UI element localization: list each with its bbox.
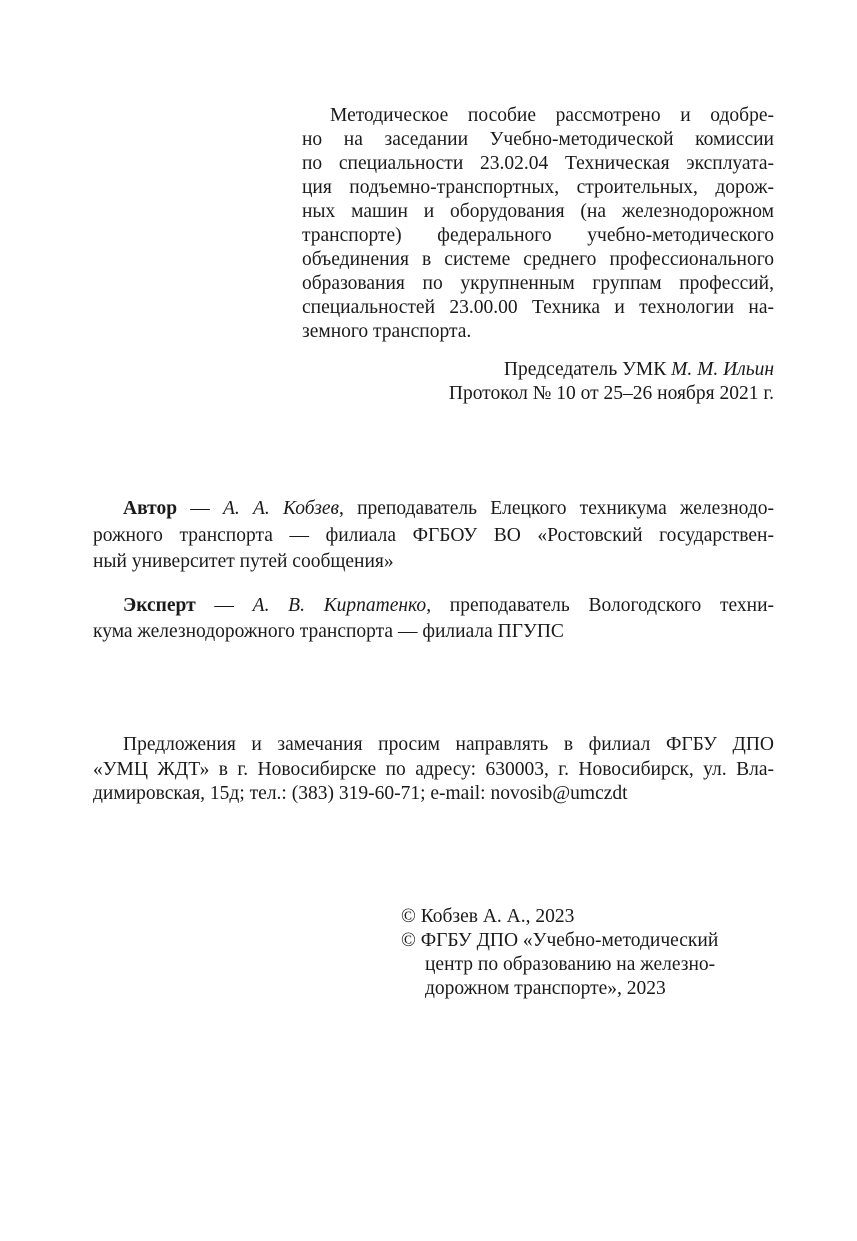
contacts-line: димировская, 15д; тел.: (383) 319-60-71; e-mail: novosib@umczdt (93, 783, 628, 804)
approval-line: объединения в системе среднего профессионального (302, 249, 774, 270)
chair-name: М. М. Ильин (671, 359, 774, 380)
expert-name: А. В. Кирпатенко (252, 595, 427, 616)
approval-line: Методическое пособие рассмотрено и одобре- (330, 105, 774, 126)
contacts-line: Предложения и замечания просим направлять в филиал ФГБУ ДПО (123, 734, 774, 755)
copyright-publisher-cont: дорожном транспорте», 2023 (425, 978, 666, 999)
expert-role: Эксперт (123, 595, 196, 616)
expert-position: , преподаватель Вологодского техни- (426, 595, 774, 616)
chair-label: Председатель УМК (503, 359, 667, 380)
author-role: Автор (123, 498, 178, 519)
expert-line-1 (123, 594, 774, 618)
approval-line: специальностей 23.00.00 Техника и технологии на- (302, 297, 774, 318)
author-line-2: рожного транспорта — филиала ФГБОУ ВО «Ростовский государствен- (93, 525, 774, 546)
protocol-line: Протокол № 10 от 25–26 ноября 2021 г. (448, 383, 774, 404)
approval-line: транспорте) федерального учебно-методического (302, 225, 774, 246)
approval-line: ных машин и оборудования (на железнодорожном (302, 201, 774, 222)
author-dash: — (177, 498, 223, 519)
approval-line: земного транспорта. (302, 321, 472, 342)
chair-line (300, 358, 774, 382)
author-line-1 (123, 497, 774, 521)
approval-line: образования по укрупненным группам профессий, (302, 273, 774, 294)
author-name: А. А. Кобзев (222, 498, 339, 519)
approval-line: по специальности 23.02.04 Техническая эксплуата- (302, 153, 774, 174)
copyright-publisher: © ФГБУ ДПО «Учебно-методический (401, 930, 719, 951)
contacts-line: «УМЦ ЖДТ» в г. Новосибирске по адресу: 630003, г. Новосибирск, ул. Вла- (93, 759, 774, 780)
copyright-publisher-cont: центр по образованию на железно- (425, 954, 716, 975)
expert-line-2: кума железнодорожного транспорта — филиала ПГУПС (93, 621, 564, 642)
author-position: , преподаватель Елецкого техникума железнодо- (338, 498, 774, 519)
copyright-author: © Кобзев А. А., 2023 (401, 906, 575, 927)
author-line-3: ный университет путей сообщения» (93, 551, 394, 572)
approval-line: ция подъемно-транспортных, строительных, дорож- (302, 177, 774, 198)
expert-dash: — (195, 595, 253, 616)
approval-line: но на заседании Учебно-методической комиссии (302, 129, 774, 150)
